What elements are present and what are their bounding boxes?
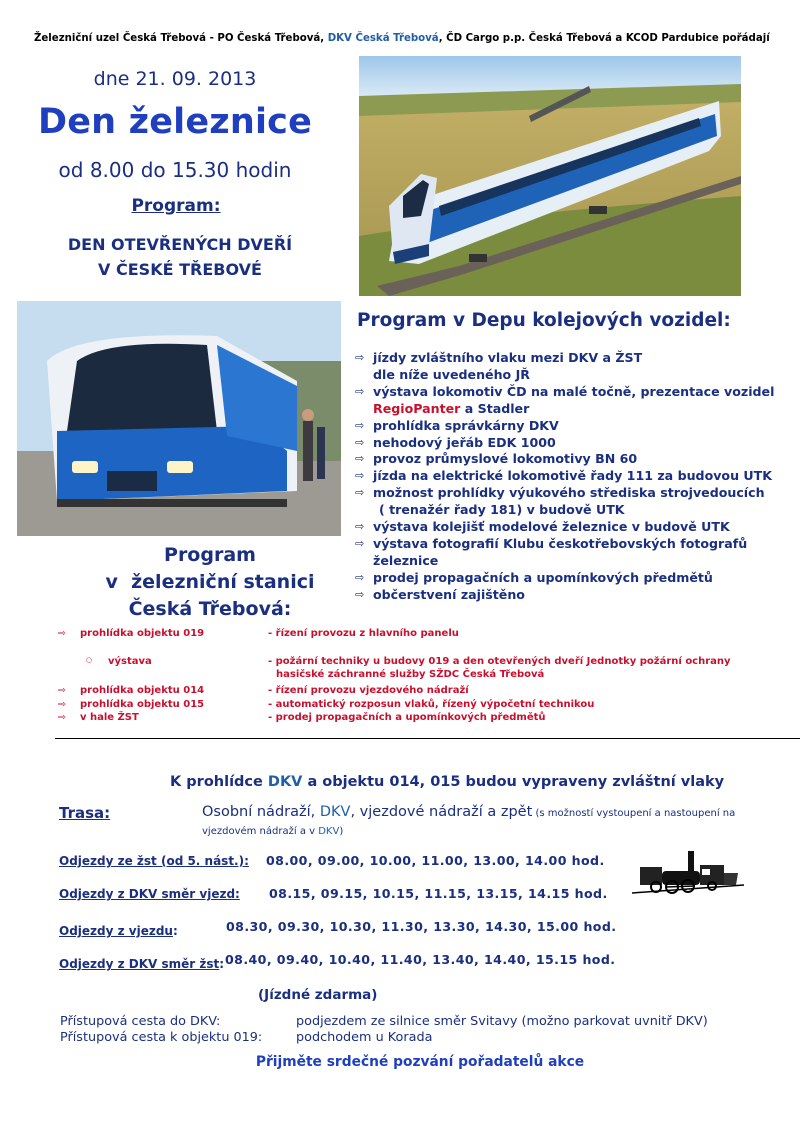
access-object-value: podchodem u Korada xyxy=(296,1030,433,1045)
departures-times: 08.00, 09.00, 10.00, 11.00, 13.00, 14.00 hod. xyxy=(266,853,605,868)
bullet-icon: ○ xyxy=(86,656,93,664)
arrow-icon: ⇨ xyxy=(355,351,365,364)
open-doors-line-2: V ČESKÉ TŘEBOVÉ xyxy=(98,260,262,279)
access-object-label: Přístupová cesta k objektu 019: xyxy=(60,1030,263,1045)
open-doors-heading xyxy=(0,232,360,282)
route-text: Osobní nádraží, DKV, vjezdové nádraží a zpět (s možností vystoupení a nastoupení na vjezdovém nádraží a v DKV) xyxy=(202,804,736,837)
organizers-text-b: , ČD Cargo p.p. Česká Třebová a KCOD Pardubice pořádají xyxy=(438,33,770,44)
arrow-icon: ⇨ xyxy=(355,486,365,500)
list-item: ⇨ výstava fotografií Klubu českotřebovských fotografů železnice xyxy=(355,535,748,568)
station-program-heading: Program v železniční stanici Česká Třebová: xyxy=(105,544,315,620)
arrow-icon: ⇨ xyxy=(58,685,66,696)
departures-label-group: Odjezdy z vjezdu: xyxy=(59,924,178,938)
invitation-text: Přijměte srdečné pozvání pořadatelů akce xyxy=(255,1054,585,1070)
arrow-icon: ⇨ xyxy=(355,570,365,584)
list-item: ⇨ výstava lokomotiv ČD na malé točně, prezentace vozidel RegioPanter a Stadler xyxy=(355,383,775,416)
departures-label-group: Odjezdy z DKV směr žst: xyxy=(59,957,225,971)
departures-label: Odjezdy ze žst (od 5. nást.): xyxy=(59,854,249,868)
route-label: Trasa: xyxy=(59,804,111,822)
program-label: Program: xyxy=(131,196,221,216)
organizers-text-a: Železniční uzel Česká Třebová - PO Česká Třebová, xyxy=(34,33,325,44)
arrow-icon: ⇨ xyxy=(58,628,66,639)
list-item: ⇨ nehodový jeřáb EDK 1000 xyxy=(355,434,556,450)
arrow-icon: ⇨ xyxy=(355,469,365,483)
list-item: ⇨ provoz průmyslové lokomotivy BN 60 xyxy=(355,451,638,467)
departures-label: Odjezdy z DKV směr žst xyxy=(59,957,220,971)
regiopanter-label: RegioPanter xyxy=(373,400,461,416)
list-item: ⇨ jízda na elektrické lokomotivě řady 111 za budovou UTK xyxy=(355,468,773,484)
organizers-dkv: DKV Česká Třebová xyxy=(327,33,439,44)
departures-times: 08.15, 09.15, 10.15, 11.15, 13.15, 14.15 hod. xyxy=(269,886,608,901)
list-item: ⇨ možnost prohlídky výukového střediska strojvedoucích ( trenažér řady 181) v budově UTK xyxy=(355,485,765,518)
arrow-icon: ⇨ xyxy=(355,536,365,550)
depot-program-list xyxy=(355,350,795,604)
arrow-icon: ⇨ xyxy=(355,384,365,398)
departures-label: Odjezdy z DKV směr vjezd: xyxy=(59,887,240,901)
list-item: ⇨ občerstvení zajištěno xyxy=(355,586,525,602)
arrow-icon: ⇨ xyxy=(355,435,365,449)
special-trains-heading: K prohlídce DKV a objektu 014, 015 budou vypraveny zvláštní vlaky xyxy=(170,774,725,790)
section-divider xyxy=(55,738,800,739)
list-item: ⇨ prodej propagačních a upomínkových předmětů xyxy=(355,569,713,585)
arrow-icon: ⇨ xyxy=(355,520,365,534)
free-fare-note: (Jízdné zdarma) xyxy=(258,987,378,1003)
event-title: Den železnice xyxy=(37,102,313,142)
organizers-line xyxy=(34,33,770,44)
event-date: dne 21. 09. 2013 xyxy=(93,68,257,90)
list-item: ⇨ prohlídka správkárny DKV xyxy=(355,417,559,433)
list-item: ⇨ jízdy zvláštního vlaku mezi DKV a ŽST dle níže uvedeného JŘ xyxy=(355,350,643,382)
open-doors-line-1: DEN OTEVŘENÝCH DVEŘÍ xyxy=(67,235,293,254)
list-item: ⇨ výstava kolejišť modelové železnice v budově UTK xyxy=(355,519,730,535)
departures-times: 08.30, 09.30, 10.30, 11.30, 13.30, 14.30, 15.00 hod. xyxy=(226,919,617,934)
depot-program-heading: Program v Depu kolejových vozidel: xyxy=(357,310,731,331)
event-hours: od 8.00 do 15.30 hodin xyxy=(58,158,292,182)
arrow-icon: ⇨ xyxy=(355,418,365,432)
regiopanter-train-photo xyxy=(359,56,741,296)
arrow-icon: ⇨ xyxy=(355,587,365,601)
arrow-icon: ⇨ xyxy=(58,699,66,710)
access-dkv-value: podjezdem ze silnice směr Svitavy (možno parkovat uvnitř DKV) xyxy=(296,1014,708,1029)
access-dkv-label: Přístupová cesta do DKV: xyxy=(60,1014,221,1029)
departures-label: Odjezdy z vjezdu xyxy=(59,924,173,938)
arrow-icon: ⇨ xyxy=(355,452,365,466)
steam-locomotive-icon xyxy=(632,843,744,905)
arrow-icon: ⇨ xyxy=(58,712,66,723)
departures-times: 08.40, 09.40, 10.40, 11.40, 13.40, 14.40, 15.15 hod. xyxy=(225,952,616,967)
regiospider-train-photo xyxy=(17,301,341,536)
